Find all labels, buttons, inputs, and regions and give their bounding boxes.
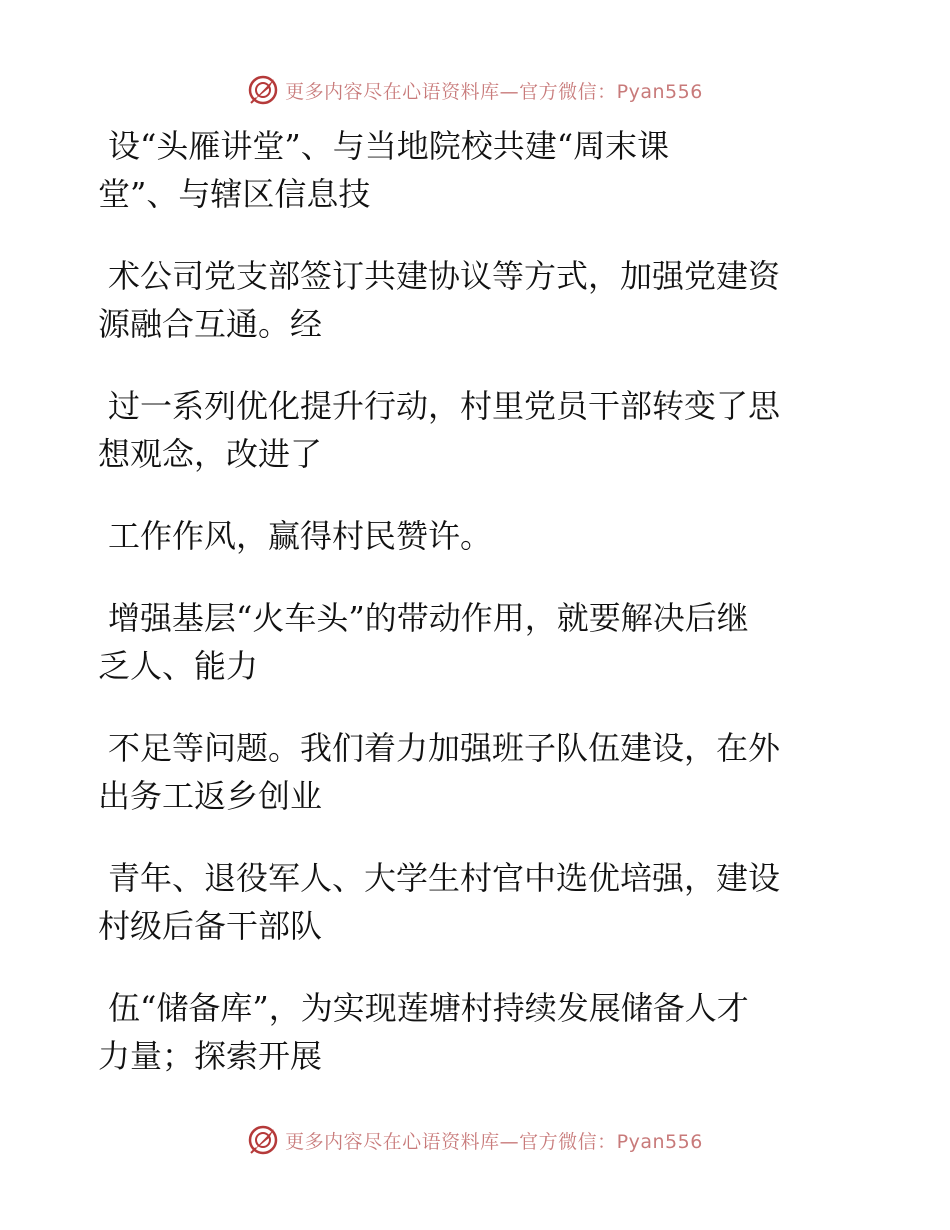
text-line: 不足等问题。我们着力加强班子队伍建设，在外 (108, 729, 781, 767)
paragraph (98, 122, 838, 218)
text-line: 过一系列优化提升行动，村里党员干部转变了思 (108, 387, 781, 425)
text-line: 术公司党支部签订共建协议等方式，加强党建资 (108, 257, 781, 295)
paragraph (98, 252, 838, 348)
paragraph (98, 594, 838, 690)
text-line: 乏人、能力 (98, 647, 259, 685)
watermark-text: 更多内容尽在心语资料库—官方微信：Pyan556 (285, 80, 703, 103)
text-line: 工作作风，赢得村民赞许。 (108, 517, 493, 555)
quill-seal-icon (247, 1124, 279, 1156)
paragraph (98, 984, 838, 1080)
footer-watermark-banner (0, 1120, 950, 1160)
text-line: 源融合互通。经 (98, 305, 323, 343)
text-line: 出务工返乡创业 (98, 777, 323, 815)
paragraph (98, 724, 838, 820)
text-line: 伍“储备库”，为实现莲塘村持续发展储备人才 (108, 989, 749, 1027)
watermark-text: 更多内容尽在心语资料库—官方微信：Pyan556 (285, 1130, 703, 1153)
text-line: 设“头雁讲堂”、与当地院校共建“周末课 (108, 127, 670, 165)
paragraph (98, 512, 838, 560)
header-watermark-banner (0, 70, 950, 110)
text-line: 村级后备干部队 (98, 907, 323, 945)
text-line: 增强基层“火车头”的带动作用，就要解决后继 (108, 599, 749, 637)
text-line: 青年、退役军人、大学生村官中选优培强，建设 (108, 859, 781, 897)
text-line: 力量；探索开展 (98, 1037, 323, 1075)
paragraph (98, 382, 838, 478)
quill-seal-icon (247, 74, 279, 106)
document-body (98, 122, 838, 1114)
text-line: 堂”、与辖区信息技 (98, 175, 371, 213)
paragraph (98, 854, 838, 950)
text-line: 想观念，改进了 (98, 435, 323, 473)
